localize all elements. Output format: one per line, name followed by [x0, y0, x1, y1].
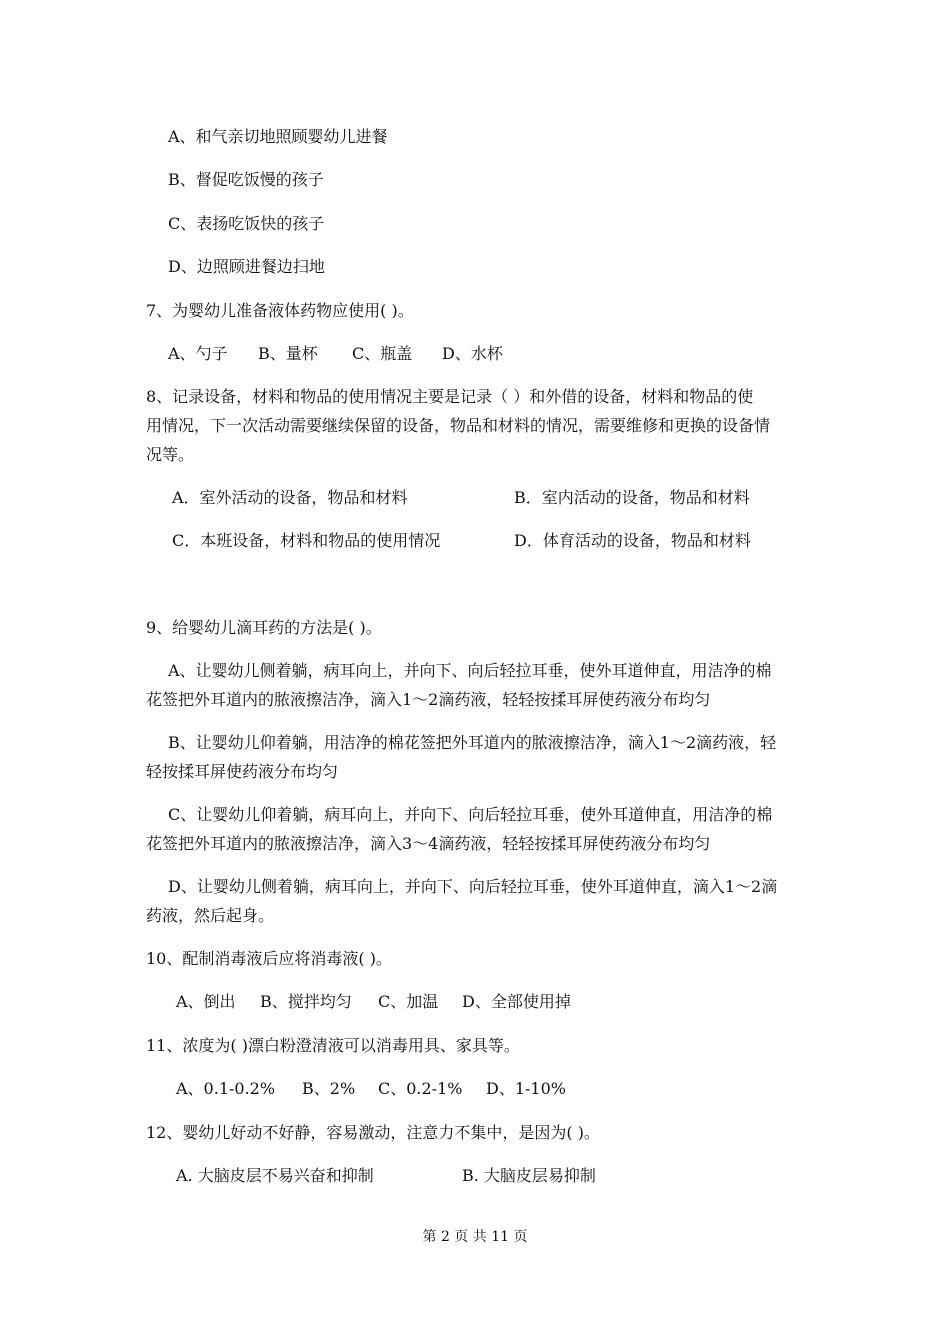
q6-option-b: B、督促吃饭慢的孩子 — [168, 170, 324, 189]
q7-option-a: A、勺子 — [168, 344, 228, 363]
q6-option-d: D、边照顾进餐边扫地 — [168, 257, 325, 276]
q9-option-c-line-2: 花签把外耳道内的脓液擦洁净，滴入3～4滴药液，轻轻按揉耳屏使药液分布均匀 — [146, 834, 711, 853]
q9-option-c-line-1: C、让婴幼儿仰着躺，病耳向上，并向下、向后轻拉耳垂，使外耳道伸直，用洁净的棉 — [168, 805, 773, 824]
q10-option-b: B、搅拌均匀 — [260, 992, 352, 1011]
q7-option-d: D、水杯 — [442, 344, 503, 363]
q8-option-b: B．室内活动的设备，物品和材料 — [514, 488, 750, 507]
q8-stem-line-3: 况等。 — [146, 445, 195, 464]
q9-option-a-line-1: A、让婴幼儿侧着躺，病耳向上，并向下、向后轻拉耳垂，使外耳道伸直，用洁净的棉 — [168, 661, 772, 680]
q6-option-c: C、表扬吃饭快的孩子 — [168, 214, 325, 233]
q9-option-d-line-1: D、让婴幼儿侧着躺，病耳向上，并向下、向后轻拉耳垂，使外耳道伸直，滴入1～2滴 — [168, 877, 778, 896]
q9-option-d-line-2: 药液，然后起身。 — [146, 906, 275, 925]
q8-option-d: D．体育活动的设备，物品和材料 — [514, 531, 751, 550]
q10-stem: 10、配制消毒液后应将消毒液( )。 — [146, 949, 392, 968]
q12-option-b: B. 大脑皮层易抑制 — [462, 1166, 596, 1185]
q8-option-a: A．室外活动的设备，物品和材料 — [172, 488, 408, 507]
q7-options — [168, 344, 503, 364]
q10-option-c: C、加温 — [378, 992, 439, 1011]
q10-option-d: D、全部使用掉 — [462, 992, 571, 1011]
q11-options — [176, 1079, 566, 1099]
q8-option-c: C．本班设备，材料和物品的使用情况 — [172, 531, 441, 550]
q11-option-c: C、0.2-1% — [378, 1079, 463, 1098]
q11-option-b: B、2% — [302, 1079, 356, 1098]
q8-stem-line-2: 用情况，下一次活动需要继续保留的设备，物品和材料的情况，需要维修和更换的设备情 — [146, 416, 771, 435]
q6-option-a: A、和气亲切地照顾婴幼儿进餐 — [168, 127, 388, 146]
q11-option-a: A、0.1-0.2% — [176, 1079, 276, 1098]
q7-option-b: B、量杯 — [258, 344, 318, 363]
page-number-footer: 第 2 页 共 11 页 — [422, 1229, 528, 1245]
q12-option-a: A. 大脑皮层不易兴奋和抑制 — [176, 1166, 374, 1185]
q7-option-c: C、瓶盖 — [352, 344, 413, 363]
q9-option-a-line-2: 花签把外耳道内的脓液擦洁净，滴入1～2滴药液，轻轻按揉耳屏使药液分布均匀 — [146, 690, 711, 709]
q11-stem: 11、浓度为( )漂白粉澄清液可以消毒用具、家具等。 — [146, 1036, 520, 1055]
q10-option-a: A、倒出 — [176, 992, 236, 1011]
q9-option-b-line-2: 轻按揉耳屏使药液分布均匀 — [146, 762, 339, 781]
q11-option-d: D、1-10% — [486, 1079, 566, 1098]
q10-options — [176, 992, 571, 1012]
q8-stem-line-1: 8、记录设备，材料和物品的使用情况主要是记录（ ）和外借的设备，材料和物品的使 — [146, 387, 754, 406]
q12-stem: 12、婴幼儿好动不好静，容易激动，注意力不集中，是因为( )。 — [146, 1123, 600, 1142]
q9-stem: 9、给婴幼儿滴耳药的方法是( )。 — [146, 618, 382, 637]
q9-option-b-line-1: B、让婴幼儿仰着躺，用洁净的棉花签把外耳道内的脓液擦洁净，滴入1～2滴药液，轻 — [168, 733, 777, 752]
q7-stem: 7、为婴幼儿准备液体药物应使用( )。 — [146, 301, 414, 320]
